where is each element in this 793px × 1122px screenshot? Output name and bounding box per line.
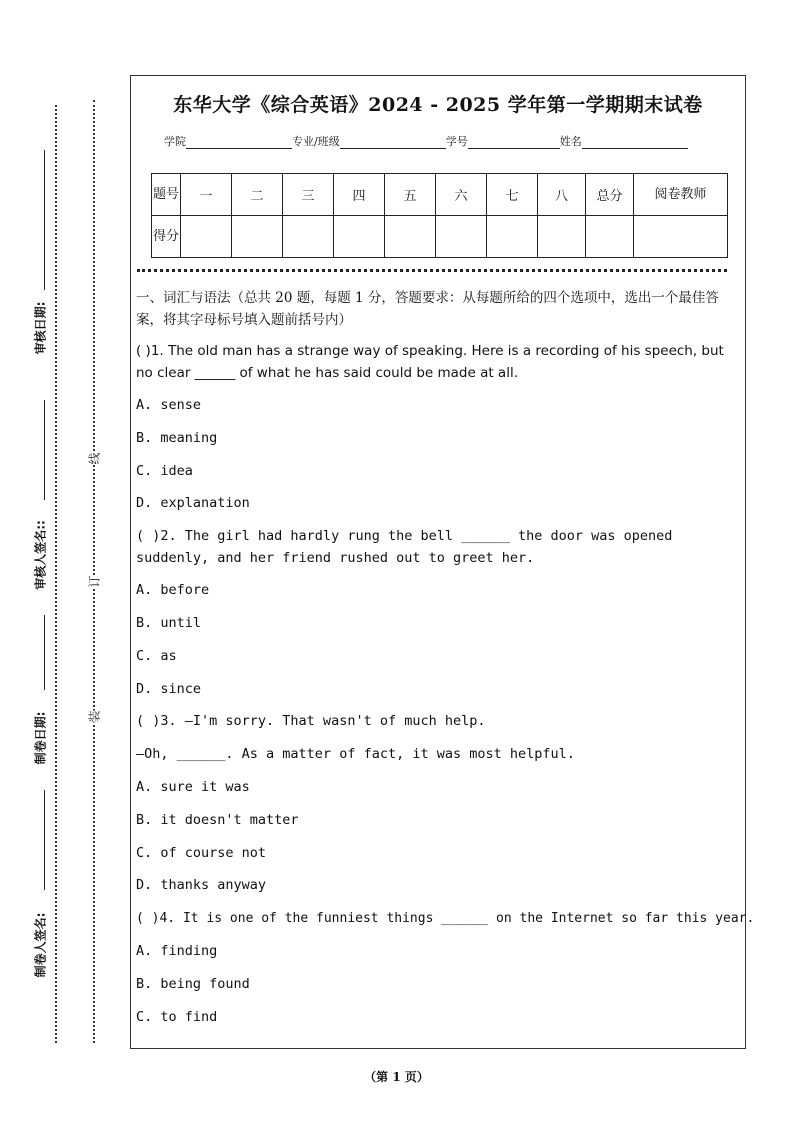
major-class-label: 专业/班级 <box>292 135 340 148</box>
total-score-cell[interactable] <box>586 216 634 258</box>
exam-title: 东华大学《综合英语》2024 - 2025 学年第一学期期末试卷 <box>173 94 703 116</box>
option: B. meaning <box>136 429 218 446</box>
option: C. to find <box>136 1008 218 1025</box>
reviewer-date-line <box>44 150 45 290</box>
option: C. idea <box>136 462 193 479</box>
grader-cell[interactable] <box>634 216 728 258</box>
option: A. before <box>136 582 210 599</box>
option: A. finding <box>136 942 218 959</box>
question-number-label: 题号 <box>152 174 181 216</box>
score-table-header-row <box>152 174 728 216</box>
score-cell[interactable] <box>385 216 436 258</box>
option: D. explanation <box>136 495 250 512</box>
question-stem-reply: —Oh, ______. As a matter of fact, it was most helpful. <box>136 746 575 763</box>
col-header: 七 <box>487 174 538 216</box>
maker-signature-line <box>44 790 45 890</box>
score-cell[interactable] <box>487 216 538 258</box>
col-header: 一 <box>181 174 232 216</box>
binding-char-staple: 订 <box>87 575 102 588</box>
option: C. of course not <box>136 844 267 861</box>
binding-char-fold: 装 <box>87 710 102 723</box>
exam-frame <box>130 75 755 1049</box>
col-header: 六 <box>436 174 487 216</box>
reviewer-date-label: 审核日期: <box>33 301 48 355</box>
binding-margin <box>0 0 125 1122</box>
inner-dotted-line <box>55 105 57 1043</box>
page-number: （第 1 页） <box>364 1070 429 1084</box>
score-cell[interactable] <box>334 216 385 258</box>
maker-date-line <box>44 615 45 690</box>
score-cell[interactable] <box>538 216 586 258</box>
reviewer-signature-label: 审核人签名:: <box>33 520 48 590</box>
col-header: 八 <box>538 174 586 216</box>
option: A. sure it was <box>136 778 250 795</box>
maker-signature-label: 制卷人签名: <box>33 912 48 978</box>
score-table <box>151 173 728 258</box>
score-cell[interactable] <box>232 216 283 258</box>
option: B. until <box>136 614 202 631</box>
question-stem: ( )1. The old man has a strange way of speaking. Here is a recording of his speech, but no clear ______ of what he has said could be made at all. <box>136 343 724 381</box>
question-stem: ( )3. —I'm sorry. That wasn't of much help. <box>136 713 486 730</box>
student-id-label: 学号 <box>445 135 468 148</box>
student-info-row <box>164 133 688 149</box>
score-cell[interactable] <box>283 216 334 258</box>
dotted-separator <box>137 269 727 272</box>
question-stem: ( )2. The girl had hardly rung the bell ______ the door was opened suddenly, and her friend rushed out to greet her. <box>136 528 673 566</box>
score-label: 得分 <box>152 216 181 258</box>
student-id-field[interactable] <box>468 138 560 149</box>
binding-dotted-line <box>93 100 95 1043</box>
reviewer-signature-line <box>44 400 45 500</box>
col-header: 四 <box>334 174 385 216</box>
section-vocabulary-grammar <box>136 287 755 1039</box>
section-heading: 一、词汇与语法（总共 20 题，每题 1 分，答题要求：从每题所给的四个选项中，选出一个最佳答案，将其字母标号填入题前括号内） <box>136 290 719 328</box>
score-cell[interactable] <box>181 216 232 258</box>
option: B. it doesn't matter <box>136 811 299 828</box>
question-stem: ( )4. It is one of the funniest things ______ on the Internet so far this year. <box>136 911 755 927</box>
col-header: 三 <box>283 174 334 216</box>
name-label: 姓名 <box>559 135 582 148</box>
college-field[interactable] <box>186 138 292 149</box>
name-field[interactable] <box>582 138 688 149</box>
option: D. since <box>136 680 202 697</box>
binding-char-line: 线 <box>87 452 102 465</box>
college-label: 学院 <box>164 135 186 148</box>
option: C. as <box>136 647 177 664</box>
score-table-score-row <box>152 216 728 258</box>
score-cell[interactable] <box>436 216 487 258</box>
option: A. sense <box>136 397 202 413</box>
total-score-header: 总分 <box>586 174 634 216</box>
grader-header: 阅卷教师 <box>634 174 728 216</box>
maker-date-label: 制卷日期: <box>33 711 48 765</box>
option: B. being found <box>136 975 250 992</box>
col-header: 五 <box>385 174 436 216</box>
option: D. thanks anyway <box>136 877 267 894</box>
col-header: 二 <box>232 174 283 216</box>
major-class-field[interactable] <box>340 138 446 149</box>
